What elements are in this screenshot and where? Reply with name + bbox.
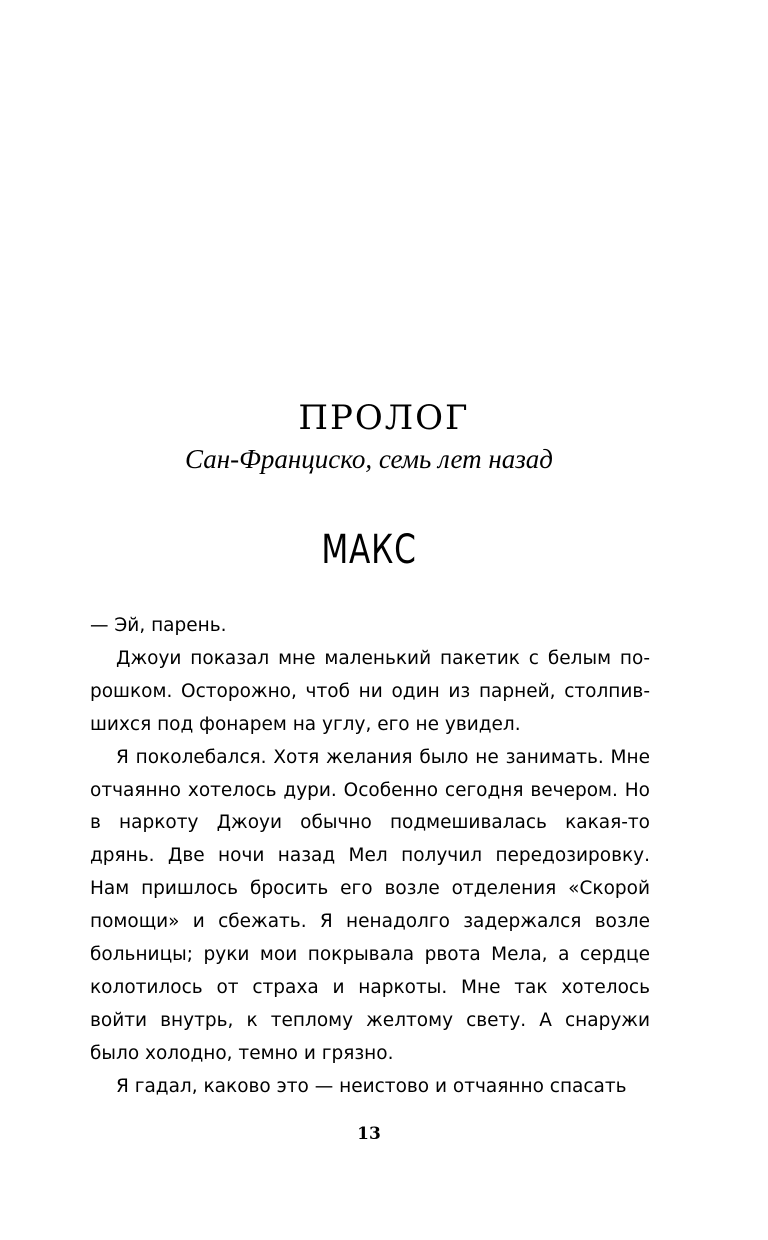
chapter-title: ПРОЛОГ bbox=[298, 398, 470, 438]
page-number: 13 bbox=[357, 1124, 381, 1144]
section-title: МАКС bbox=[321, 527, 417, 573]
paragraph: Я поколебался. Хотя желания было не занимать. Мне отчаянно хотелось дури. Особенно сегодня вечером. Но в наркоту Джоуи обычно подмешивалась какая-то дрянь. Две ночи назад Мел получил передозировку. Нам пришлось бросить его возле отделения «Скорой помощи» и сбежать. Я ненадолго задержался возле больницы; руки мои покрывала рвота Мела, а сердце колотилось от страха и наркоты. Мне так хотелось войти внутрь, к теплому желтому свету. А снаружи было холодно, темно и грязно. bbox=[90, 746, 650, 1064]
paragraph: Я гадал, каково это — неистово и отчаянно спасать bbox=[116, 1075, 627, 1097]
paragraph: — Эй, парень. bbox=[90, 615, 227, 636]
chapter-subtitle: Сан-Франциско, семь лет назад bbox=[185, 444, 553, 474]
paragraph: Джоуи показал мне маленький пакетик с белым порошком. Осторожно, чтоб ни один из парней, столпившихся под фонарем на углу, его не увидел. bbox=[90, 647, 650, 735]
body-text bbox=[90, 610, 650, 1104]
